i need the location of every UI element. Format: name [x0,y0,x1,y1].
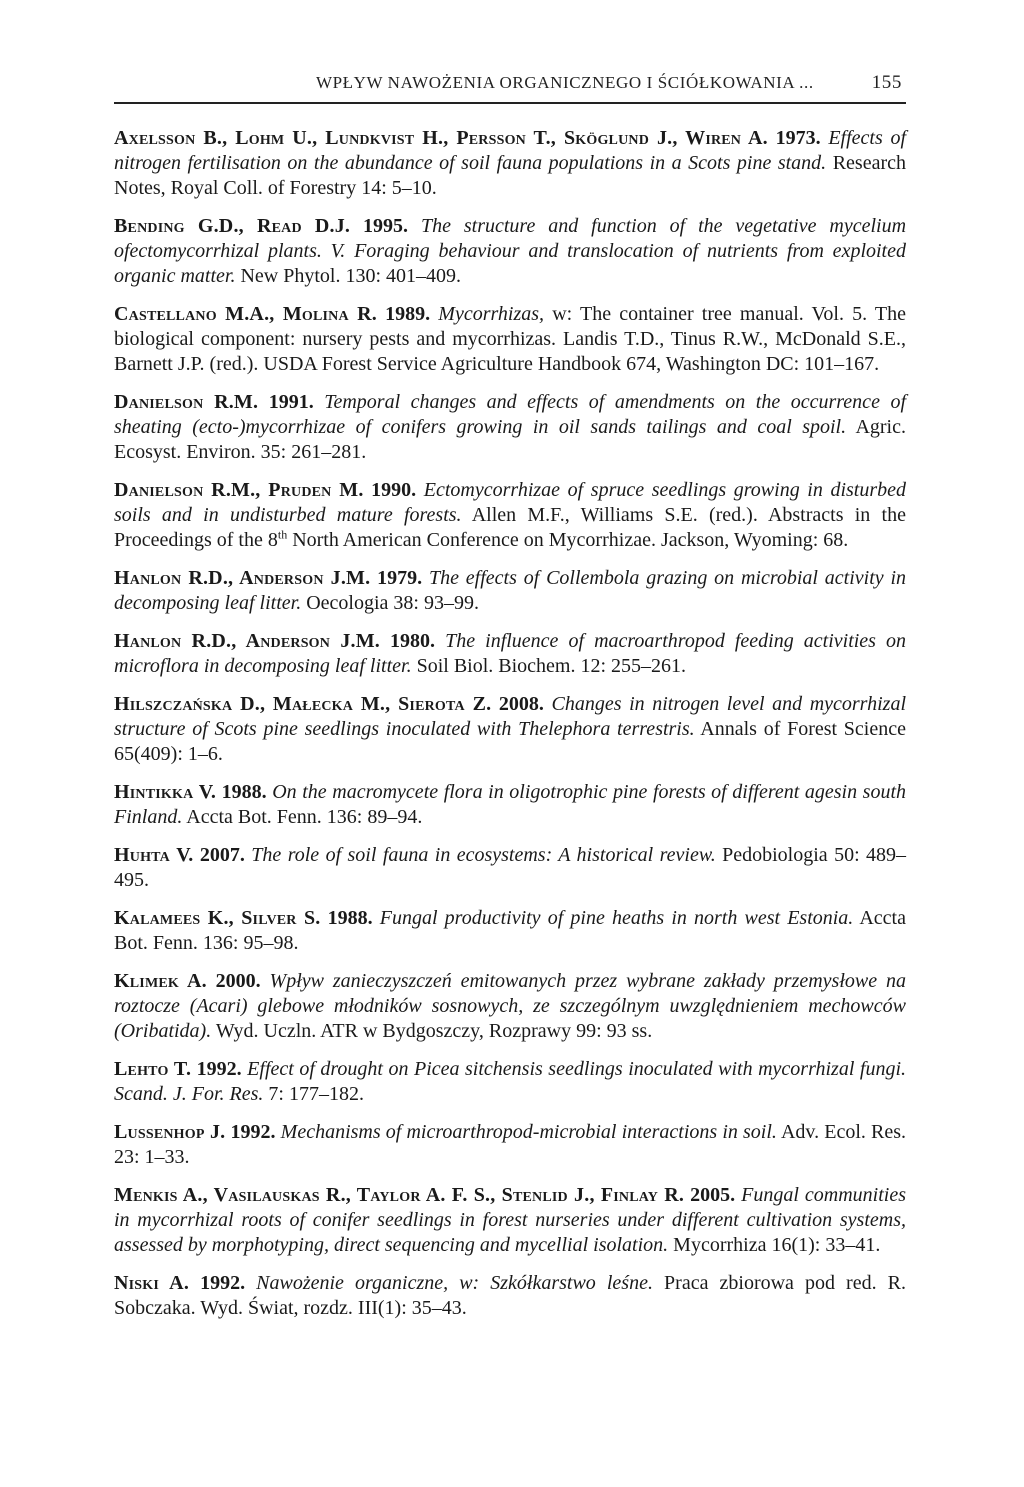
reference-entry [114,906,906,956]
reference-year: 2008. [498,693,544,715]
reference-entry [114,126,906,201]
reference-entry [114,390,906,465]
reference-year: 1988. [221,781,267,803]
reference-entry [114,302,906,377]
running-title: WPŁYW NAWOŻENIA ORGANICZNEGO I ŚCIÓŁKOWANIA ... [315,73,814,92]
reference-year: 1980. [390,630,436,652]
reference-title: Wpływ zanieczyszczeń emitowanych przez wybrane zakłady przemysłowe na roztocze (Acari) glebowe młodników sosnowych, ze szczególnym uwzględnieniem mechowców (Oribatida). [114,970,906,1042]
reference-source-text: North American Conference on Mycorrhizae. Jackson, Wyoming: 68. [287,529,849,551]
reference-year: 1973. [775,127,821,149]
reference-year: 1988. [327,907,373,929]
reference-entry [114,1271,906,1321]
reference-authors: Niski A. [114,1272,190,1294]
reference-source: Soil Biol. Biochem. 12: 255–261. [416,655,687,677]
reference-authors: Lussenhop J. [114,1121,226,1143]
reference-source: Accta Bot. Fenn. 136: 89–94. [186,806,423,828]
reference-title: The effects of Collembola grazing on microbial activity in decomposing leaf litter. [114,567,907,614]
reference-authors: Axelsson B., Lohm U., Lundkvist H., Persson T., Sköglund J., Wiren A. [114,127,768,149]
reference-title: Fungal communities in mycorrhizal roots of conifer seedlings in forest nurseries under different cultivation systems, assessed by morphotyping, direct sequencing and mycellial isolation. [114,1184,907,1256]
reference-source: Agric. Ecosyst. Environ. 35: 261–281. [114,416,906,463]
reference-authors: Bending G.D., Read D.J. [114,215,351,237]
reference-source: Wyd. Uczln. ATR w Bydgoszczy, Rozprawy 99: 93 ss. [215,1020,653,1042]
reference-title: Nawożenie organiczne, w: Szkółkarstwo leśne. [256,1272,653,1294]
reference-authors: Lehto T. [114,1058,192,1080]
reference-authors: Hanlon R.D., Anderson J.M. [114,567,371,589]
reference-source: New Phytol. 130: 401–409. [240,265,462,287]
reference-source: Praca zbiorowa pod red. R. Sobczaka. Wyd. Świat, rozdz. III(1): 35–43. [114,1272,906,1319]
reference-authors: Hintikka V. [114,781,217,803]
reference-title: Mechanisms of microarthropod-microbial interactions in soil. [280,1121,777,1143]
reference-entry [114,629,906,679]
reference-source: Annals of Forest Science 65(409): 1–6. [114,718,906,765]
reference-source: w: The container tree manual. Vol. 5. The biological component: nursery pests and mycorrhizas. Landis T.D., Tinus R.W., McDonald S.E., Barnett J.P. (red.). USDA Forest Service Agriculture Handbook 674, Washington DC: 101–167. [114,303,907,375]
reference-title: Fungal productivity of pine heaths in north west Estonia. [379,907,854,929]
reference-year: 2000. [215,970,261,992]
reference-authors: Menkis A., Vasilauskas R., Taylor A. F. S., Stenlid J., Finlay R. [114,1184,685,1206]
reference-title: Mycorrhizas, [438,303,545,325]
reference-source: 7: 177–182. [268,1083,364,1105]
page [114,72,906,1334]
reference-entry [114,969,906,1044]
ordinal-superscript: th [277,527,288,542]
running-header [114,72,906,104]
reference-authors: Hanlon R.D., Anderson J.M. [114,630,380,652]
reference-authors: Castellano M.A., Molina R. [114,303,377,325]
page-number: 155 [871,72,902,93]
reference-source: Research Notes, Royal Coll. of Forestry 14: 5–10. [114,152,906,199]
reference-source: Adv. Ecol. Res. 23: 1–33. [114,1121,907,1168]
reference-title: Effect of drought on Picea sitchensis seedlings inoculated with mycorrhizal fungi. Scand. J. For. Res. [114,1058,907,1105]
reference-source: Pedobiologia 50: 489–495. [114,844,907,891]
reference-source: Oecologia 38: 93–99. [306,592,479,614]
reference-authors: Hilszczańska D., Małecka M., Sierota Z. [114,693,492,715]
reference-year: 1995. [363,215,409,237]
reference-year: 1989. [385,303,431,325]
reference-entry [114,1183,906,1258]
reference-source-text: Allen M.F., Williams S.E. (red.). Abstracts in the Proceedings of the 8 [114,504,906,551]
reference-title: On the macromycete flora in oligotrophic pine forests of different agesin south Finland. [114,781,907,828]
reference-year: 2005. [690,1184,736,1206]
reference-entry [114,692,906,767]
reference-authors: Huhta V. [114,844,194,866]
reference-entry [114,780,906,830]
reference-authors: Danielson R.M., Pruden M. [114,479,364,501]
reference-year: 1990. [371,479,417,501]
reference-title: Temporal changes and effects of amendments on the occurrence of sheating (ecto-)mycorrhizae of conifers growing in oil sands tailings and coal spoil. [114,391,906,438]
reference-title: Effects of nitrogen fertilisation on the abundance of soil fauna populations in a Scots pine stand. [114,127,907,174]
reference-source: Accta Bot. Fenn. 136: 95–98. [114,907,906,954]
reference-title: Ectomycorrhizae of spruce seedlings growing in disturbed soils and in undisturbed mature forests. [114,479,907,526]
reference-entry [114,1120,906,1170]
reference-source: Mycorrhiza 16(1): 33–41. [673,1234,881,1256]
reference-year: 1979. [377,567,423,589]
reference-entry [114,214,906,289]
reference-title: The role of soil fauna in ecosystems: A historical review. [251,844,716,866]
reference-year: 1992. [230,1121,276,1143]
reference-year: 2007. [199,844,245,866]
reference-year: 1992. [200,1272,246,1294]
reference-authors: Klimek A. [114,970,207,992]
reference-year: 1991. [268,391,314,413]
reference-year: 1992. [196,1058,242,1080]
reference-entry [114,1057,906,1107]
reference-authors: Kalamees K., Silver S. [114,907,321,929]
reference-entry [114,478,906,553]
reference-list [114,126,906,1321]
reference-title: The influence of macroarthropod feeding activities on microflora in decomposing leaf litter. [114,630,907,677]
reference-authors: Danielson R.M. [114,391,259,413]
reference-title: Changes in nitrogen level and mycorrhizal structure of Scots pine seedlings inoculated with Thelephora terrestris. [114,693,906,740]
reference-entry [114,843,906,893]
reference-title: The structure and function of the vegetative mycelium ofectomycorrhizal plants. V. Foraging behaviour and translocation of nutrients from exploited organic matter. [114,215,907,287]
reference-entry [114,566,906,616]
